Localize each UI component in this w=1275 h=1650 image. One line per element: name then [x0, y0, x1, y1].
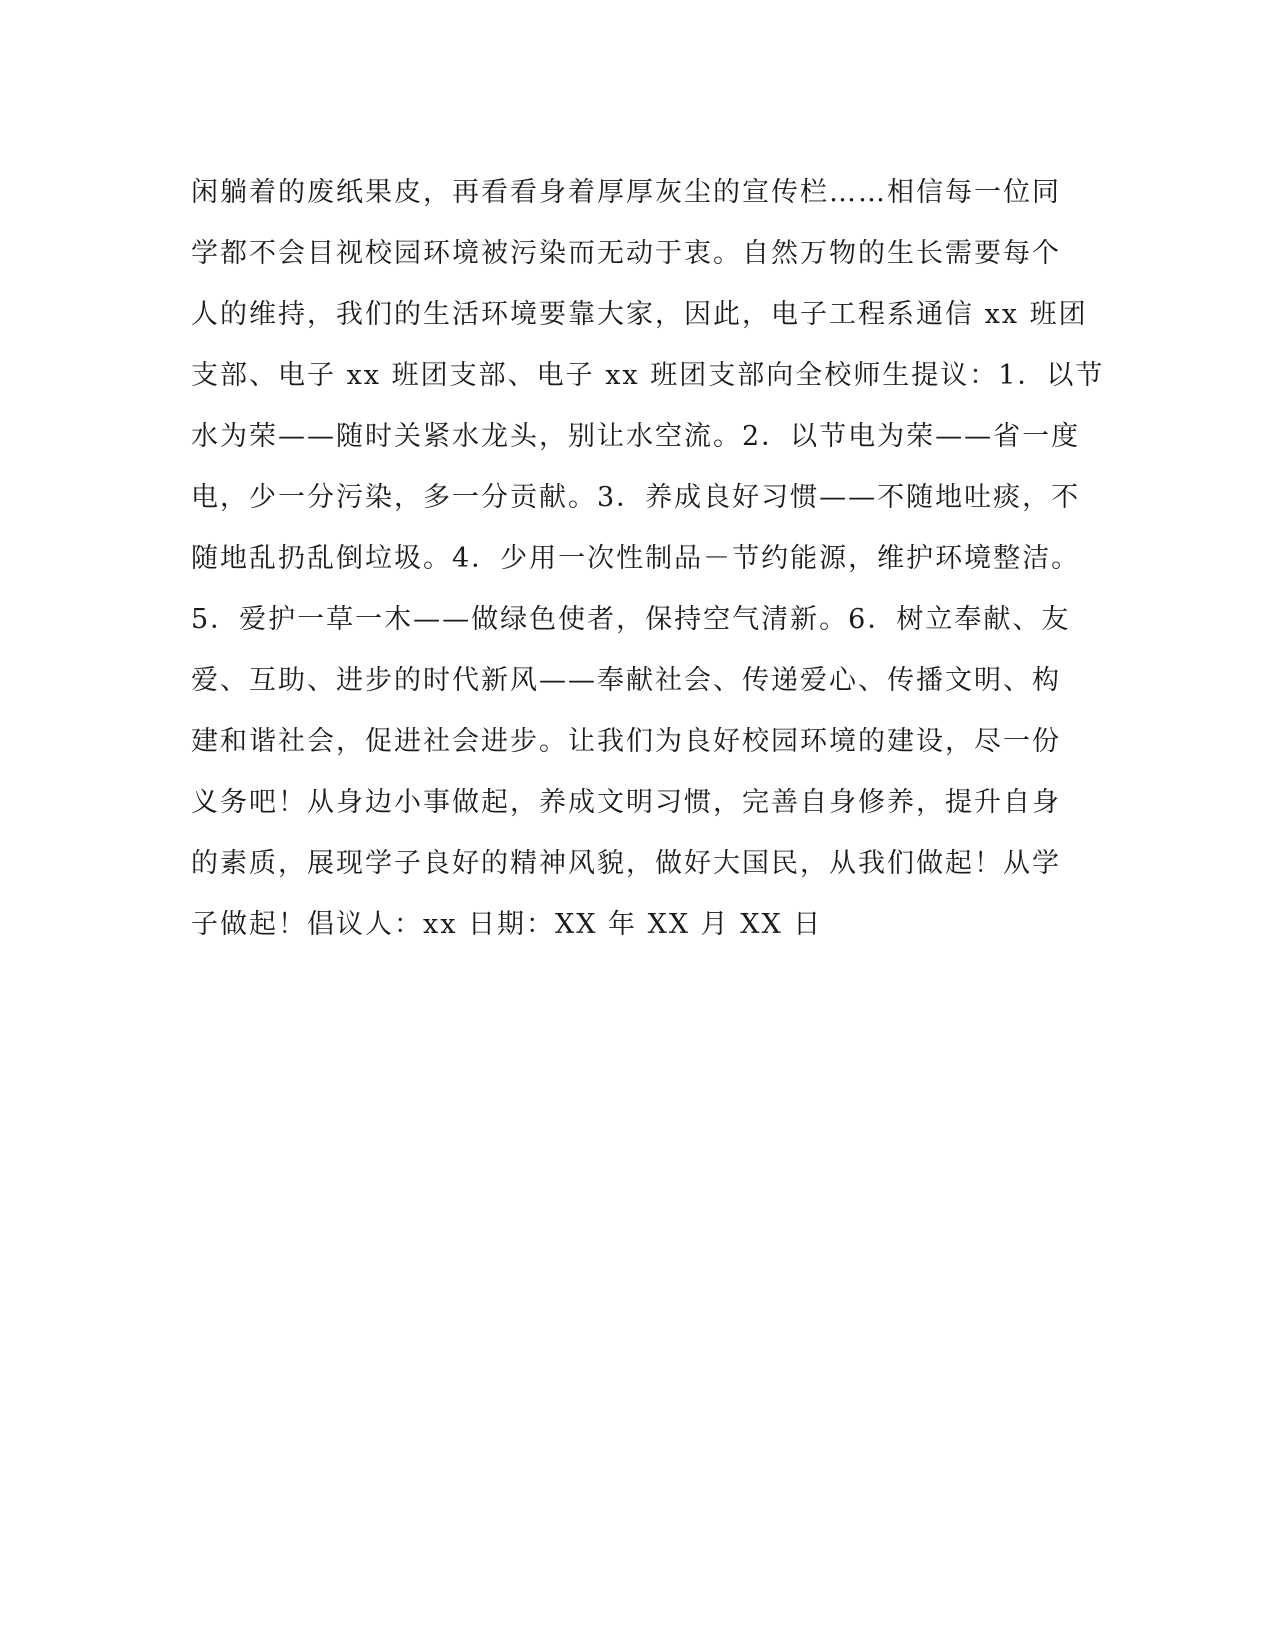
text-line-10: 建和谐社会，促进社会进步。让我们为良好校园环境的建设，尽一份 [191, 726, 1061, 757]
text-line-9: 爱、互助、进步的时代新风——奉献社会、传递爱心、传播文明、构 [191, 665, 1061, 696]
text-line-5: 水为荣——随时关紧水龙头，别让水空流。2．以节电为荣——省一度 [191, 421, 1081, 452]
text-line-7: 随地乱扔乱倒垃圾。4．少用一次性制品－节约能源，维护环境整洁。 [191, 543, 1081, 574]
text-line-1: 闲躺着的废纸果皮，再看看身着厚厚灰尘的宣传栏……相信每一位同 [191, 177, 1061, 208]
text-line-3: 人的维持，我们的生活环境要靠大家，因此，电子工程系通信 xx 班团 [191, 299, 1088, 330]
signature-date-line: 子做起！倡议人：xx 日期：XX 年 XX 月 XX 日 [191, 909, 823, 940]
text-line-4: 支部、电子 xx 班团支部、电子 xx 班团支部向全校师生提议：1．以节 [191, 360, 1105, 391]
text-line-2: 学都不会目视校园环境被污染而无动于衷。自然万物的生长需要每个 [191, 238, 1061, 269]
text-line-6: 电，少一分污染，多一分贡献。3．养成良好习惯——不随地吐痰，不 [191, 482, 1081, 513]
text-line-11: 义务吧！从身边小事做起，养成文明习惯，完善自身修养，提升自身 [191, 787, 1061, 818]
proposal-body-text [191, 162, 1105, 955]
text-line-8: 5．爱护一草一木——做绿色使者，保持空气清新。6．树立奉献、友 [191, 604, 1071, 635]
text-line-12: 的素质，展现学子良好的精神风貌，做好大国民，从我们做起！从学 [191, 848, 1061, 879]
